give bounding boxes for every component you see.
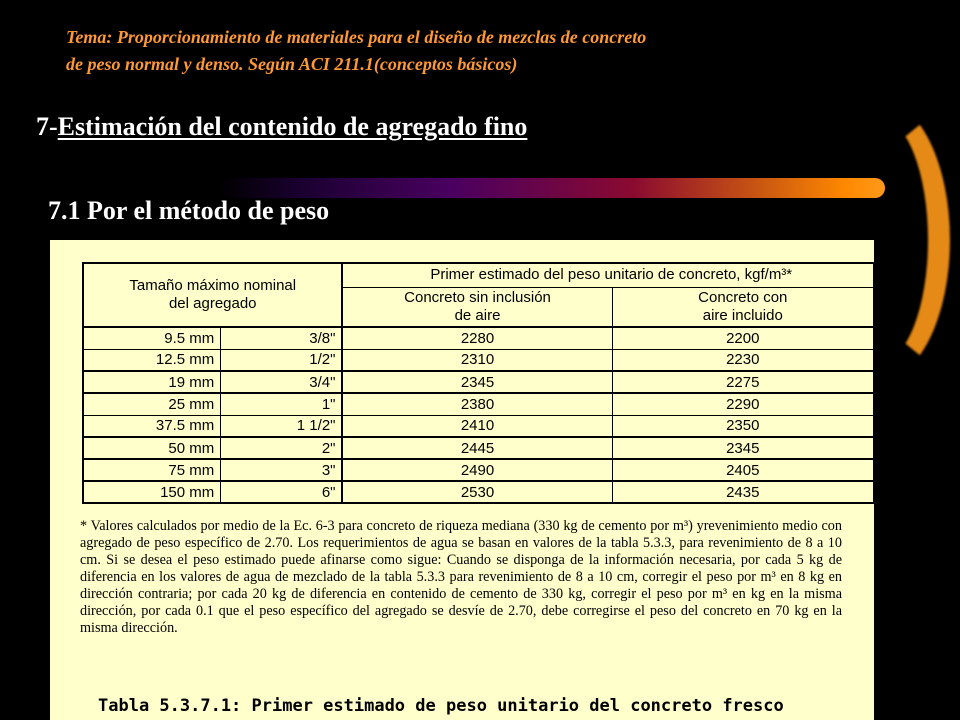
table-caption: Tabla 5.3.7.1: Primer estimado de peso unitario del concreto fresco — [98, 696, 784, 716]
table-row — [83, 327, 874, 349]
col-header-size — [83, 263, 342, 327]
table-row — [83, 437, 874, 459]
section-title: Estimación del contenido de agregado fino — [57, 112, 528, 141]
size-inch-cell: 2" — [221, 437, 343, 459]
no-air-value-cell: 2380 — [342, 393, 612, 415]
size-mm-cell: 25 mm — [83, 393, 221, 415]
size-mm-cell: 75 mm — [83, 459, 221, 481]
group-header: Primer estimado del peso unitario de concreto, kgf/m³* — [342, 263, 873, 287]
no-air-value-cell: 2280 — [342, 327, 612, 349]
size-inch-cell: 3/4" — [221, 371, 343, 393]
air-value-cell: 2230 — [612, 349, 873, 371]
col-header-no-air-line1: Concreto sin inclusión — [404, 288, 551, 306]
col-header-size-line2: del agregado — [168, 295, 257, 312]
size-mm-cell: 9.5 mm — [83, 327, 221, 349]
size-inch-cell: 3" — [221, 459, 343, 481]
air-value-cell: 2435 — [612, 481, 873, 503]
size-mm-cell: 19 mm — [83, 371, 221, 393]
air-value-cell: 2275 — [612, 371, 873, 393]
table-row — [83, 415, 874, 437]
no-air-value-cell: 2345 — [342, 371, 612, 393]
size-inch-cell: 1 1/2" — [221, 415, 343, 437]
table-row — [83, 371, 874, 393]
size-mm-cell: 50 mm — [83, 437, 221, 459]
no-air-value-cell: 2490 — [342, 459, 612, 481]
unit-weight-table — [82, 262, 874, 504]
size-inch-cell: 1" — [221, 393, 343, 415]
col-header-no-air-line2: de aire — [454, 306, 501, 324]
no-air-value-cell: 2445 — [342, 437, 612, 459]
air-value-cell: 2345 — [612, 437, 873, 459]
no-air-value-cell: 2310 — [342, 349, 612, 371]
header-line-1: Tema: Proporcionamiento de materiales para el diseño de mezclas de concreto — [66, 27, 647, 47]
no-air-value-cell: 2530 — [342, 481, 612, 503]
size-inch-cell: 6" — [221, 481, 343, 503]
size-mm-cell: 150 mm — [83, 481, 221, 503]
size-mm-cell: 12.5 mm — [83, 349, 221, 371]
col-header-size-line1: Tamaño máximo nominal — [129, 277, 297, 294]
table-row — [83, 349, 874, 371]
table-image — [50, 240, 874, 720]
decorative-gradient-bar — [220, 178, 885, 198]
header-line-2: de peso normal y denso. Según ACI 211.1(conceptos básicos) — [66, 54, 518, 74]
col-header-air-line2: aire incluido — [702, 306, 783, 324]
table-row — [83, 459, 874, 481]
section-heading — [36, 112, 527, 142]
col-header-air — [612, 287, 873, 327]
col-header-air-line1: Concreto con — [698, 288, 788, 306]
no-air-value-cell: 2410 — [342, 415, 612, 437]
air-value-cell: 2200 — [612, 327, 873, 349]
air-value-cell: 2350 — [612, 415, 873, 437]
air-value-cell: 2290 — [612, 393, 873, 415]
subsection-heading: 7.1 Por el método de peso — [48, 196, 330, 225]
table-body — [83, 327, 874, 503]
col-header-no-air — [342, 287, 612, 327]
table-footnote: * Valores calculados por medio de la Ec. 6-3 para concreto de riqueza mediana (330 kg de cemento por m³) yrevenimiento medio con agregado de peso específico de 2.70. Los requerimientos de agua se basan en valores de la tabla 5.3.3, para revenimiento de 8 a 10 cm. Si se desea el peso estimado puede afinarse como sigue: Cuando se disponga de la información necesaria, por cada 5 kg de diferencia en los valores de agua de mezclado de la tabla 5.3.3 para revenimiento de 8 a 10 cm, corregir el peso por m³ en 8 kg en dirección contraria; por cada 20 kg de diferencia en contenido de cemento de 330 kg, corregir el peso por m³ en kg en la misma dirección, por cada 0.1 que el peso específico del agregado se desvíe de 2.70, debe corregirse el peso del concreto en 70 kg en la misma dirección. — [80, 518, 842, 636]
table-row — [83, 481, 874, 503]
size-inch-cell: 3/8" — [221, 327, 343, 349]
air-value-cell: 2405 — [612, 459, 873, 481]
size-inch-cell: 1/2" — [221, 349, 343, 371]
size-mm-cell: 37.5 mm — [83, 415, 221, 437]
section-number: 7- — [36, 112, 58, 141]
table-row — [83, 393, 874, 415]
slide-header — [66, 24, 886, 78]
